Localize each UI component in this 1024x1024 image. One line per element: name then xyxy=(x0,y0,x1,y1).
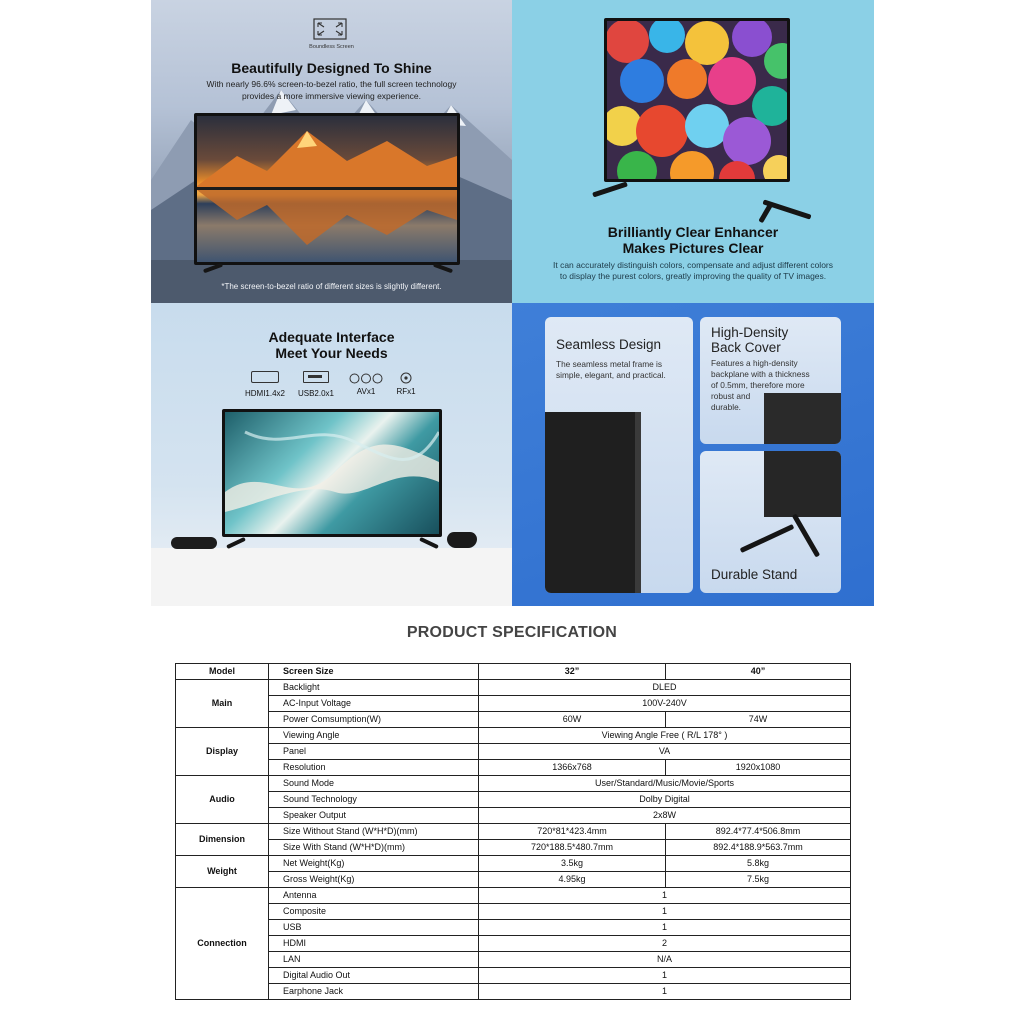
spec-table xyxy=(175,663,851,1000)
spec-item-label: Backlight xyxy=(269,680,479,696)
spec-value-40: 1920x1080 xyxy=(666,760,851,776)
spec-value-40: 5.8kg xyxy=(666,856,851,872)
back-cover-card xyxy=(700,317,841,444)
card-text-2: backplane with a thickness xyxy=(711,369,810,379)
port-label: HDMI1.4x2 xyxy=(244,389,285,398)
spec-row xyxy=(176,712,851,728)
card-text-5: durable. xyxy=(711,402,741,412)
spec-value-32: 1366x768 xyxy=(479,760,666,776)
spec-value-32: 720*81*423.4mm xyxy=(479,824,666,840)
card-text-3: of 0.5mm, therefore more xyxy=(711,380,805,390)
tv-leg-left xyxy=(592,182,628,198)
header-screen-size: Screen Size xyxy=(269,664,479,680)
panel-description-2: provides a more immersive viewing experience. xyxy=(241,91,422,101)
port-usb xyxy=(294,371,338,398)
spec-group-label: Connection xyxy=(176,888,269,1000)
boundless-screen-panel xyxy=(151,0,512,303)
spec-group-label: Weight xyxy=(176,856,269,888)
port-rf xyxy=(389,371,423,396)
panel-title-1: Adequate Interface xyxy=(268,329,395,345)
spec-item-label: Viewing Angle xyxy=(269,728,479,744)
panel-description-1: It can accurately distinguish colors, compensate and adjust different colors xyxy=(552,260,834,270)
spec-item-label: Size With Stand (W*H*D)(mm) xyxy=(269,840,479,856)
panel-description-2: to display the purest colors, greatly improving the quality of TV images. xyxy=(559,271,827,281)
spec-value: 2 xyxy=(479,936,851,952)
spec-value-40: 74W xyxy=(666,712,851,728)
spec-row xyxy=(176,808,851,824)
panel-title-1: Brilliantly Clear Enhancer xyxy=(607,224,779,240)
spec-item-label: Gross Weight(Kg) xyxy=(269,872,479,888)
spec-group-label: Display xyxy=(176,728,269,776)
port-av xyxy=(346,371,386,396)
spec-row xyxy=(176,968,851,984)
spec-value: Viewing Angle Free ( R/L 178° ) xyxy=(479,728,851,744)
header-col-40: 40” xyxy=(666,664,851,680)
spec-row xyxy=(176,792,851,808)
interface-panel xyxy=(151,303,512,606)
spec-value: 1 xyxy=(479,888,851,904)
spec-item-label: LAN xyxy=(269,952,479,968)
spec-value: N/A xyxy=(479,952,851,968)
spec-row xyxy=(176,840,851,856)
spec-row xyxy=(176,728,851,744)
spec-item-label: Earphone Jack xyxy=(269,984,479,1000)
spec-item-label: Antenna xyxy=(269,888,479,904)
usb-port-icon xyxy=(303,371,329,383)
spec-row xyxy=(176,872,851,888)
spec-row xyxy=(176,680,851,696)
spec-value: 1 xyxy=(479,968,851,984)
badge-label: Boundless Screen xyxy=(309,44,354,50)
spec-value-40: 892.4*188.9*563.7mm xyxy=(666,840,851,856)
header-model: Model xyxy=(176,664,269,680)
spec-value: VA xyxy=(479,744,851,760)
panel-description-1: With nearly 96.6% screen-to-bezel ratio, the full screen technology xyxy=(206,79,457,89)
spec-row xyxy=(176,888,851,904)
spec-row xyxy=(176,984,851,1000)
spec-item-label: Sound Mode xyxy=(269,776,479,792)
stand-closeup xyxy=(764,451,841,517)
stand-leg-back xyxy=(792,513,820,557)
spec-item-label: USB xyxy=(269,920,479,936)
spec-group-label: Main xyxy=(176,680,269,728)
spec-value-32: 720*188.5*480.7mm xyxy=(479,840,666,856)
spec-item-label: Digital Audio Out xyxy=(269,968,479,984)
spec-row xyxy=(176,696,851,712)
durable-stand-card xyxy=(700,451,841,593)
port-label: USB2.0x1 xyxy=(297,389,335,398)
color-enhancer-panel xyxy=(512,0,874,303)
spec-item-label: Speaker Output xyxy=(269,808,479,824)
spec-row xyxy=(176,856,851,872)
spec-header-row xyxy=(176,664,851,680)
card-title-1: High-Density xyxy=(711,325,789,340)
spec-row xyxy=(176,824,851,840)
spec-item-label: Panel xyxy=(269,744,479,760)
card-text-1: Features a high-density xyxy=(711,358,798,368)
footnote: *The screen-to-bezel ratio of different sizes is slightly different. xyxy=(221,282,442,291)
card-text-4: robust and xyxy=(711,391,751,401)
spec-item-label: Sound Technology xyxy=(269,792,479,808)
spec-value-40: 7.5kg xyxy=(666,872,851,888)
tv-leg-back xyxy=(758,202,773,224)
port-label: RFx1 xyxy=(396,387,416,396)
panel-title: Beautifully Designed To Shine xyxy=(231,60,432,76)
card-text-2: simple, elegant, and practical. xyxy=(556,370,666,380)
spec-item-label: Resolution xyxy=(269,760,479,776)
design-panel xyxy=(512,303,874,606)
spec-row xyxy=(176,904,851,920)
port-hdmi xyxy=(243,371,287,398)
spec-value: DLED xyxy=(479,680,851,696)
rf-port-icon xyxy=(400,371,412,383)
spec-group-label: Audio xyxy=(176,776,269,824)
console-device xyxy=(171,537,217,549)
spec-group-label: Dimension xyxy=(176,824,269,856)
spec-item-label: Net Weight(Kg) xyxy=(269,856,479,872)
spec-value: 100V-240V xyxy=(479,696,851,712)
gamepad-icon xyxy=(447,532,477,548)
expand-corners-icon xyxy=(313,18,347,40)
tv-image-mountain xyxy=(194,113,460,265)
spec-item-label: AC-Input Voltage xyxy=(269,696,479,712)
spec-title: PRODUCT SPECIFICATION xyxy=(406,624,618,641)
panel-title-2: Meet Your Needs xyxy=(275,345,388,361)
header-col-32: 32” xyxy=(479,664,666,680)
spec-row xyxy=(176,952,851,968)
card-text-1: The seamless metal frame is xyxy=(556,359,663,369)
spec-row xyxy=(176,776,851,792)
panel-title-2: Makes Pictures Clear xyxy=(622,240,764,256)
spec-value: 1 xyxy=(479,904,851,920)
card-title: Durable Stand xyxy=(711,567,798,582)
tv-cabinet xyxy=(151,548,512,606)
card-title-2: Back Cover xyxy=(711,340,781,355)
stand-leg-front xyxy=(740,524,795,553)
spec-value: 2x8W xyxy=(479,808,851,824)
tv-frame-closeup xyxy=(545,412,641,593)
spec-row xyxy=(176,760,851,776)
back-cover-closeup xyxy=(764,393,841,444)
hdmi-port-icon xyxy=(251,371,279,383)
spec-item-label: HDMI xyxy=(269,936,479,952)
spec-item-label: Composite xyxy=(269,904,479,920)
spec-row xyxy=(176,744,851,760)
port-label: AVx1 xyxy=(356,387,376,396)
spec-item-label: Power Comsumption(W) xyxy=(269,712,479,728)
spec-value-32: 4.95kg xyxy=(479,872,666,888)
card-title: Seamless Design xyxy=(556,337,662,352)
spec-value: 1 xyxy=(479,984,851,1000)
spec-row xyxy=(176,936,851,952)
spec-value-32: 3.5kg xyxy=(479,856,666,872)
spec-value: 1 xyxy=(479,920,851,936)
spec-value: User/Standard/Music/Movie/Sports xyxy=(479,776,851,792)
tv-image-colorful-balls xyxy=(604,18,790,182)
spec-row xyxy=(176,920,851,936)
tv-image-marble xyxy=(222,409,442,537)
spec-value-32: 60W xyxy=(479,712,666,728)
seamless-design-card xyxy=(545,317,693,593)
spec-value-40: 892.4*77.4*506.8mm xyxy=(666,824,851,840)
spec-item-label: Size Without Stand (W*H*D)(mm) xyxy=(269,824,479,840)
spec-value: Dolby Digital xyxy=(479,792,851,808)
av-port-icon xyxy=(349,371,383,382)
